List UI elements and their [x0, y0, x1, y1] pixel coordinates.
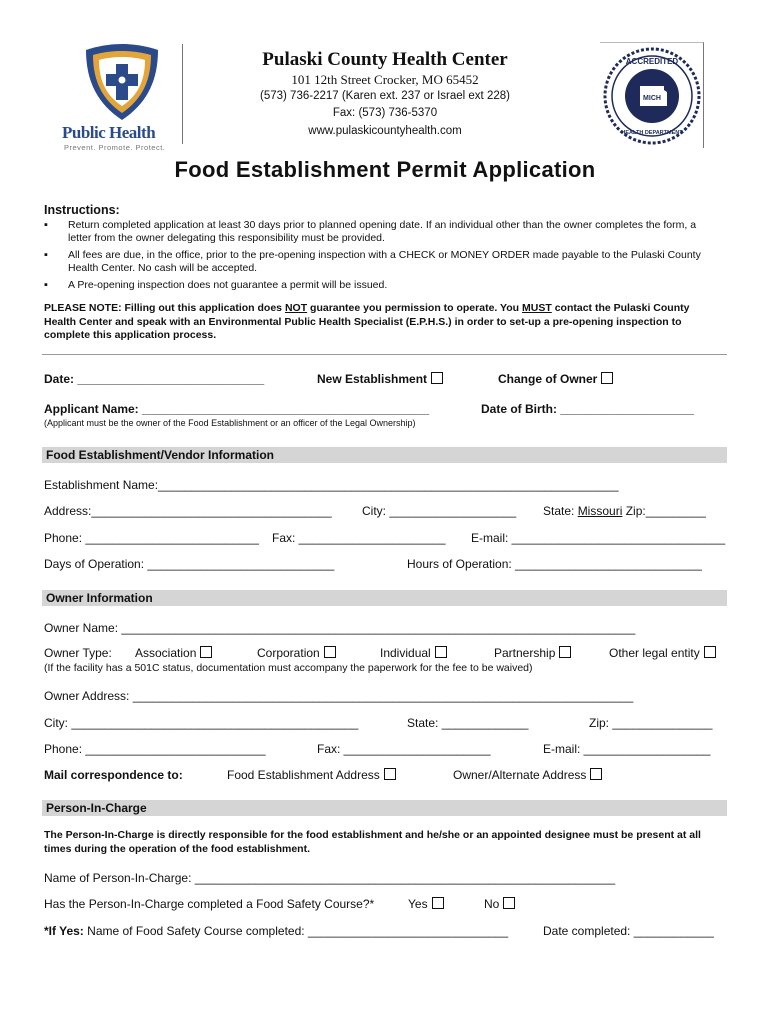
owner-fax-field[interactable]: Fax: ______________________ [317, 742, 491, 756]
mail-to-owner-label: Owner/Alternate Address [453, 768, 587, 782]
establishment-section-header: Food Establishment/Vendor Information [42, 447, 727, 463]
new-establishment-label: New Establishment [317, 372, 428, 386]
instruction-item: ▪ Return completed application at least 30 days prior to planned opening date. If an individual other than the owner completes the form, a letter from the owner delegating this responsibility must be provided. [42, 219, 722, 245]
owner-section-header: Owner Information [42, 590, 727, 606]
yes-label: Yes [408, 897, 428, 911]
days-of-operation-field[interactable]: Days of Operation: ____________________________ [44, 557, 335, 571]
accreditation-seal-icon [602, 46, 702, 146]
owner-city-field[interactable]: City: ___________________________________________ [44, 716, 359, 730]
if-yes-label: *If Yes: [44, 924, 84, 938]
owner-type-partnership[interactable] [494, 646, 571, 660]
mail-correspondence-label: Mail correspondence to: [44, 768, 183, 782]
owner-type-individual[interactable] [380, 646, 447, 660]
establishment-address-field[interactable]: Address:____________________________________ [44, 504, 332, 518]
establishment-fax-field[interactable]: Fax: ______________________ [272, 531, 446, 545]
zip-field: Zip:_________ [622, 504, 706, 518]
new-establishment-option[interactable] [317, 372, 443, 386]
org-address: 101 12th Street Crocker, MO 65452 [291, 72, 479, 87]
food-safety-no-option[interactable] [484, 897, 515, 911]
org-phone: (573) 736-2217 (Karen ext. 237 or Israel ext 228) [260, 90, 510, 102]
date-of-birth-field[interactable]: Date of Birth: ____________________ [481, 402, 694, 416]
instructions-heading: Instructions: [44, 203, 120, 217]
logo-tagline: Prevent. Promote. Protect. [64, 143, 166, 152]
new-establishment-checkbox[interactable] [431, 372, 443, 384]
owner-address-field[interactable]: Owner Address: ___________________________________________________________________________ [44, 689, 634, 703]
corporation-checkbox[interactable] [324, 646, 336, 658]
pic-name-field[interactable]: Name of Person-In-Charge: _______________________________________________________________ [44, 871, 616, 885]
association-label: Association [135, 646, 197, 660]
seal-center-text: MICH [643, 95, 661, 102]
applicant-note: (Applicant must be the owner of the Food Establishment or an officer of the Legal Ownership) [44, 418, 416, 428]
owner-phone-field[interactable]: Phone: ___________________________ [44, 742, 266, 756]
org-fax: Fax: (573) 736-5370 [332, 107, 438, 119]
hours-of-operation-field[interactable]: Hours of Operation: ____________________________ [407, 557, 702, 571]
change-of-owner-checkbox[interactable] [601, 372, 613, 384]
mail-to-establishment-label: Food Establishment Address [227, 768, 380, 782]
association-checkbox[interactable] [200, 646, 212, 658]
other-legal-entity-checkbox[interactable] [704, 646, 716, 658]
date-completed-field[interactable]: Date completed: ____________ [543, 924, 714, 938]
section-divider [42, 354, 727, 355]
no-checkbox[interactable] [503, 897, 515, 909]
corporation-label: Corporation [257, 646, 320, 660]
establishment-email-field[interactable]: E-mail: ________________________________ [471, 531, 726, 545]
org-name: Pulaski County Health Center [262, 49, 508, 70]
owner-type-note: (If the facility has a 501C status, documentation must accompany the paperwork for the fee to be waived) [44, 662, 533, 674]
org-website: www.pulaskicountyhealth.com [308, 125, 462, 137]
instructions-list [42, 219, 722, 296]
course-name-label: Name of Food Safety Course completed: ______________________________ [83, 924, 509, 938]
owner-email-field[interactable]: E-mail: ___________________ [543, 742, 711, 756]
mail-to-owner-option[interactable] [453, 768, 602, 782]
yes-checkbox[interactable] [432, 897, 444, 909]
logo-text: Public Health [62, 123, 156, 142]
establishment-city-field[interactable] [362, 504, 516, 518]
change-of-owner-label: Change of Owner [498, 372, 598, 386]
seal-bottom-text: HEALTH DEPARTMENT [621, 130, 683, 136]
establishment-name-field[interactable]: Establishment Name:_____________________________________________________________________ [44, 478, 619, 492]
applicant-name-field[interactable]: Applicant Name: ___________________________________________ [44, 402, 429, 416]
pic-section-header: Person-In-Charge [42, 800, 727, 816]
accreditation-seal-box [600, 42, 704, 148]
city-label: City: [362, 504, 390, 518]
state-value: Missouri [577, 504, 623, 518]
owner-zip-field[interactable]: Zip: _______________ [589, 716, 713, 730]
food-safety-question: Has the Person-In-Charge completed a Food Safety Course?* [44, 897, 375, 911]
city-line: ___________________ [389, 504, 517, 518]
individual-label: Individual [380, 646, 431, 660]
owner-type-corporation[interactable] [257, 646, 336, 660]
instruction-item: ▪ A Pre-opening inspection does not guarantee a permit will be issued. [42, 279, 722, 292]
establishment-state-zip[interactable] [543, 504, 706, 518]
owner-type-label: Owner Type: [44, 646, 112, 660]
mail-to-establishment-checkbox[interactable] [384, 768, 396, 780]
pic-note: The Person-In-Charge is directly responsible for the food establishment and he/she or an appointed designee must be present at all times during the operation of the food establishment. [44, 829, 701, 855]
date-field[interactable]: Date: ____________________________ [44, 372, 265, 386]
state-label: State: [543, 504, 578, 518]
seal-top-text: ACCREDITED [625, 57, 679, 66]
owner-name-field[interactable]: Owner Name: _____________________________________________________________________________ [44, 621, 636, 635]
partnership-checkbox[interactable] [559, 646, 571, 658]
course-name-field[interactable] [44, 924, 508, 938]
change-of-owner-option[interactable] [498, 372, 613, 386]
other-legal-entity-label: Other legal entity [609, 646, 700, 660]
food-safety-yes-option[interactable] [408, 897, 444, 911]
page-title: Food Establishment Permit Application [174, 157, 596, 182]
mail-to-establishment-option[interactable] [227, 768, 396, 782]
partnership-label: Partnership [494, 646, 556, 660]
mail-to-owner-checkbox[interactable] [590, 768, 602, 780]
instruction-item: ▪ All fees are due, in the office, prior to the pre-opening inspection with a CHECK or MONEY ORDER made payable to the Pulaski County Health Center. No cash will be accepted. [42, 249, 722, 275]
individual-checkbox[interactable] [435, 646, 447, 658]
owner-type-other[interactable] [609, 646, 716, 660]
establishment-phone-field[interactable]: Phone: __________________________ [44, 531, 259, 545]
please-note: PLEASE NOTE: Filling out this application does NOT guarantee you permission to operate. You MUST contact the Pulaski County Health Center and speak with an Environmental Public Health Specialist (E.P.H.S.) in order to set-up a pre-opening inspection to complete this application process. [44, 302, 690, 341]
owner-state-field[interactable]: State: _____________ [407, 716, 529, 730]
owner-type-association[interactable] [135, 646, 212, 660]
no-label: No [484, 897, 500, 911]
